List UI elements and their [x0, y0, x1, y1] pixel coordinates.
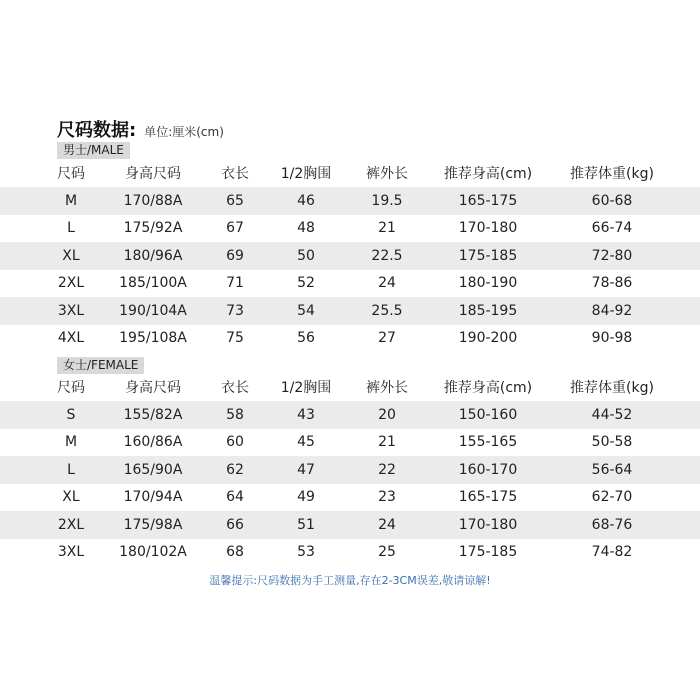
table-cell: 155/82A [123, 406, 183, 423]
table-cell: 170/88A [123, 192, 183, 209]
table-cell: L [67, 220, 75, 237]
table-cell: XL [62, 489, 80, 506]
table-row [0, 456, 700, 484]
table-cell: 51 [297, 516, 315, 533]
table-cell: 47 [297, 461, 315, 478]
table-cell: XL [62, 247, 80, 264]
section-tag-male: 男士/MALE [57, 142, 130, 159]
size-table-female [0, 373, 700, 566]
table-cell: 69 [226, 247, 244, 264]
table-cell: 19.5 [371, 192, 403, 209]
table-cell: 44-52 [591, 406, 633, 423]
table-cell: 62 [226, 461, 244, 478]
table-cell: 66-74 [591, 220, 633, 237]
column-header: 裤外长 [366, 380, 408, 396]
table-cell: 150-160 [458, 406, 518, 423]
table-cell: 23 [378, 489, 396, 506]
table-cell: 56 [297, 330, 315, 347]
table-cell: 54 [297, 302, 315, 319]
table-cell: 84-92 [591, 302, 633, 319]
table-cell: 48 [297, 220, 315, 237]
table-cell: 66 [226, 516, 244, 533]
table-cell: 90-98 [591, 330, 633, 347]
table-cell: 20 [378, 406, 396, 423]
column-header: 推荐身高(cm) [443, 380, 533, 396]
table-cell: 185-195 [458, 302, 518, 319]
table-cell: 65 [226, 192, 244, 209]
section-tag-female: 女士/FEMALE [57, 357, 144, 374]
table-cell: 46 [297, 192, 315, 209]
table-cell: 165-175 [458, 192, 518, 209]
table-cell: 21 [378, 220, 396, 237]
unit-label: 单位:厘米(cm) [144, 125, 224, 139]
table-cell: 165-175 [458, 489, 518, 506]
table-cell: 71 [226, 275, 244, 292]
table-cell: 64 [226, 489, 244, 506]
column-header: 身高尺码 [125, 380, 181, 396]
table-cell: 22.5 [371, 247, 403, 264]
table-cell: 56-64 [591, 461, 633, 478]
table-cell: 60 [226, 434, 244, 451]
table-cell: M [64, 434, 78, 451]
table-cell: 2XL [57, 516, 85, 533]
table-cell: 67 [226, 220, 244, 237]
table-cell: 170/94A [123, 489, 183, 506]
table-cell: 180-190 [458, 275, 518, 292]
table-cell: 43 [297, 406, 315, 423]
column-header: 推荐体重(kg) [570, 166, 654, 182]
table-cell: 72-80 [591, 247, 633, 264]
table-cell: 53 [297, 544, 315, 561]
table-row [0, 215, 700, 243]
table-cell: 190/104A [119, 302, 187, 319]
column-header: 身高尺码 [125, 166, 181, 182]
table-cell: 73 [226, 302, 244, 319]
table-row [0, 297, 700, 325]
column-header: 推荐体重(kg) [570, 380, 654, 396]
table-cell: 50 [297, 247, 315, 264]
column-header: 1/2胸围 [280, 380, 332, 396]
table-cell: 180/96A [123, 247, 183, 264]
column-header: 尺码 [57, 166, 85, 182]
table-cell: 22 [378, 461, 396, 478]
table-cell: 175/98A [123, 516, 183, 533]
table-cell: 155-165 [458, 434, 518, 451]
column-header: 尺码 [57, 380, 85, 396]
table-cell: 165/90A [123, 461, 183, 478]
table-cell: 24 [378, 275, 396, 292]
table-cell: 68 [226, 544, 244, 561]
table-cell: 175/92A [123, 220, 183, 237]
table-cell: 52 [297, 275, 315, 292]
table-cell: 175-185 [458, 544, 518, 561]
table-cell: 50-58 [591, 434, 633, 451]
footer-note: 温馨提示:尺码数据为手工测量,存在2-3CM误差,敬请谅解! [209, 574, 491, 587]
table-cell: 4XL [57, 330, 85, 347]
table-cell: 180/102A [119, 544, 187, 561]
column-header: 1/2胸围 [280, 166, 332, 182]
table-cell: 3XL [57, 544, 85, 561]
table-cell: 185/100A [119, 275, 187, 292]
table-cell: 25 [378, 544, 396, 561]
table-cell: 21 [378, 434, 396, 451]
column-header: 裤外长 [366, 166, 408, 182]
table-cell: 74-82 [591, 544, 633, 561]
table-row [0, 511, 700, 539]
table-cell: 25.5 [371, 302, 403, 319]
table-cell: 78-86 [591, 275, 633, 292]
table-row [0, 242, 700, 270]
table-cell: 3XL [57, 302, 85, 319]
table-row [0, 429, 700, 457]
table-row [0, 325, 700, 353]
size-table-male [0, 159, 700, 352]
table-cell: 195/108A [119, 330, 187, 347]
table-cell: 45 [297, 434, 315, 451]
table-cell: 160/86A [123, 434, 183, 451]
table-row [0, 484, 700, 512]
table-cell: 60-68 [591, 192, 633, 209]
title-row [57, 116, 224, 142]
table-cell: 170-180 [458, 220, 518, 237]
table-cell: L [67, 461, 75, 478]
table-cell: 190-200 [458, 330, 518, 347]
table-cell: 58 [226, 406, 244, 423]
table-cell: 2XL [57, 275, 85, 292]
table-header-row [0, 373, 700, 401]
table-cell: 27 [378, 330, 396, 347]
table-cell: 49 [297, 489, 315, 506]
table-row [0, 539, 700, 567]
table-cell: 68-76 [591, 516, 633, 533]
table-row [0, 270, 700, 298]
table-cell: 175-185 [458, 247, 518, 264]
column-header: 推荐身高(cm) [443, 166, 533, 182]
table-cell: M [64, 192, 78, 209]
column-header: 衣长 [221, 380, 249, 396]
page-title: 尺码数据: [57, 120, 137, 141]
table-header-row [0, 159, 700, 187]
table-cell: 170-180 [458, 516, 518, 533]
table-cell: S [66, 406, 76, 423]
table-cell: 24 [378, 516, 396, 533]
table-cell: 62-70 [591, 489, 633, 506]
table-cell: 160-170 [458, 461, 518, 478]
table-cell: 75 [226, 330, 244, 347]
table-row [0, 401, 700, 429]
table-row [0, 187, 700, 215]
column-header: 衣长 [221, 166, 249, 182]
